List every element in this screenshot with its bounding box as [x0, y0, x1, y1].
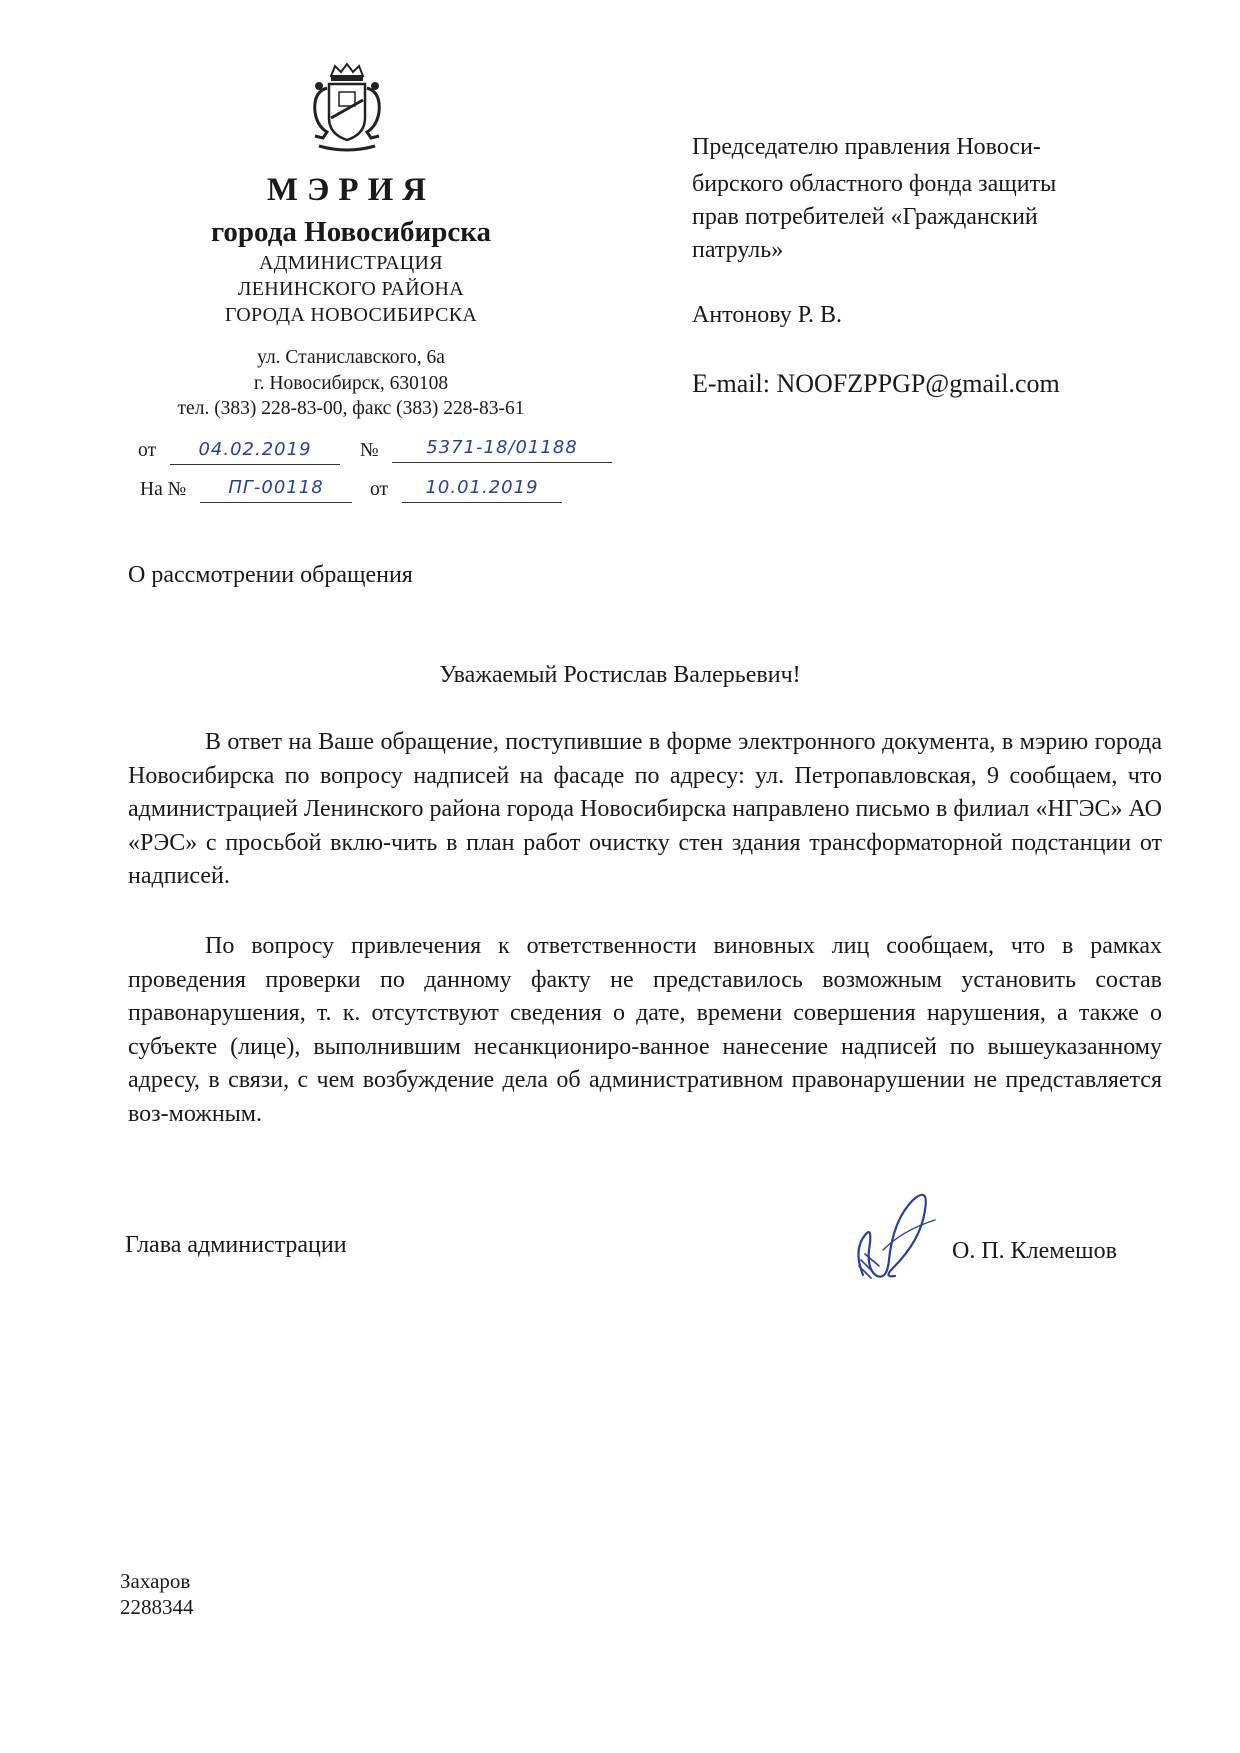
addressee-name: Антонову Р. В. [692, 302, 843, 328]
org-city: города Новосибирска [210, 216, 492, 248]
reply-number: ПГ-00118 [200, 476, 352, 503]
addressee-line-4: патруль» [692, 237, 784, 263]
letter-paragraph-1 [128, 726, 1162, 894]
addressee-line-3: прав потребителей «Гражданский [692, 204, 1038, 230]
outgoing-date: 04.02.2019 [170, 438, 340, 465]
admin-line-1: АДМИНИСТРАЦИЯ [259, 252, 443, 274]
novosibirsk-coat-of-arms-icon [305, 62, 389, 154]
addressee-line-2: бирского областного фонда защиты [692, 171, 1057, 197]
address-street: ул. Станиславского, 6а [257, 347, 445, 368]
reply-date: 10.01.2019 [402, 476, 562, 503]
reply-date-label: от [370, 479, 389, 500]
outgoing-number: 5371-18/01188 [392, 436, 612, 463]
reply-number-label: На № [140, 479, 187, 500]
handwritten-signature-icon [843, 1180, 963, 1290]
phone-fax: тел. (383) 228-83-00, факс (383) 228-83-61 [177, 398, 525, 419]
paragraph-1-text: В ответ на Ваше обращение, поступившие в форме электронного документа, в мэрию города Новосибирска по вопросу надписей на фасаде по адресу: ул. Петропавловская, 9 сообщаем, что администрацией Ленинского района города Новосибирска направлено письмо в филиал «НГЭС» АО «РЭС» с просьбой вклю-чить в план работ очистку стен здания трансформаторной подстанции от надписей. [128, 729, 1162, 889]
letter-paragraph-2 [128, 930, 1162, 1131]
letter-greeting: Уважаемый Ростислав Валерьевич! [439, 662, 801, 688]
outgoing-date-label: от [138, 440, 157, 461]
letter-subject: О рассмотрении обращения [128, 562, 413, 588]
address-city: г. Новосибирск, 630108 [253, 373, 449, 394]
addressee-email: E-mail: NOOFZPPGP@gmail.com [692, 369, 1060, 398]
outgoing-number-label: № [360, 440, 379, 461]
admin-line-2: ЛЕНИНСКОГО РАЙОНА [237, 278, 465, 300]
executor-phone: 2288344 [120, 1595, 194, 1619]
paragraph-2-text: По вопросу привлечения к ответственности виновных лиц сообщаем, что в рамках проведения проверки по данному факту не представилось возможным установить состав правонарушения, т. к. отсутствуют сведения о дате, времени совершения нарушения, а также о субъекте (лице), выполнившим несанкциониро-ванное нанесение надписей по вышеуказанному адресу, в связи, с чем возбуждение дела об административном правонарушении не представляется воз-можным. [128, 933, 1162, 1127]
signatory-name: О. П. Клемешов [952, 1238, 1117, 1264]
executor-name: Захаров [120, 1569, 191, 1593]
addressee-line-1: Председателю правления Новоси- [692, 134, 1041, 160]
org-title: МЭРИЯ [266, 172, 436, 208]
signatory-position: Глава администрации [125, 1232, 347, 1258]
admin-line-3: ГОРОДА НОВОСИБИРСКА [224, 304, 478, 326]
